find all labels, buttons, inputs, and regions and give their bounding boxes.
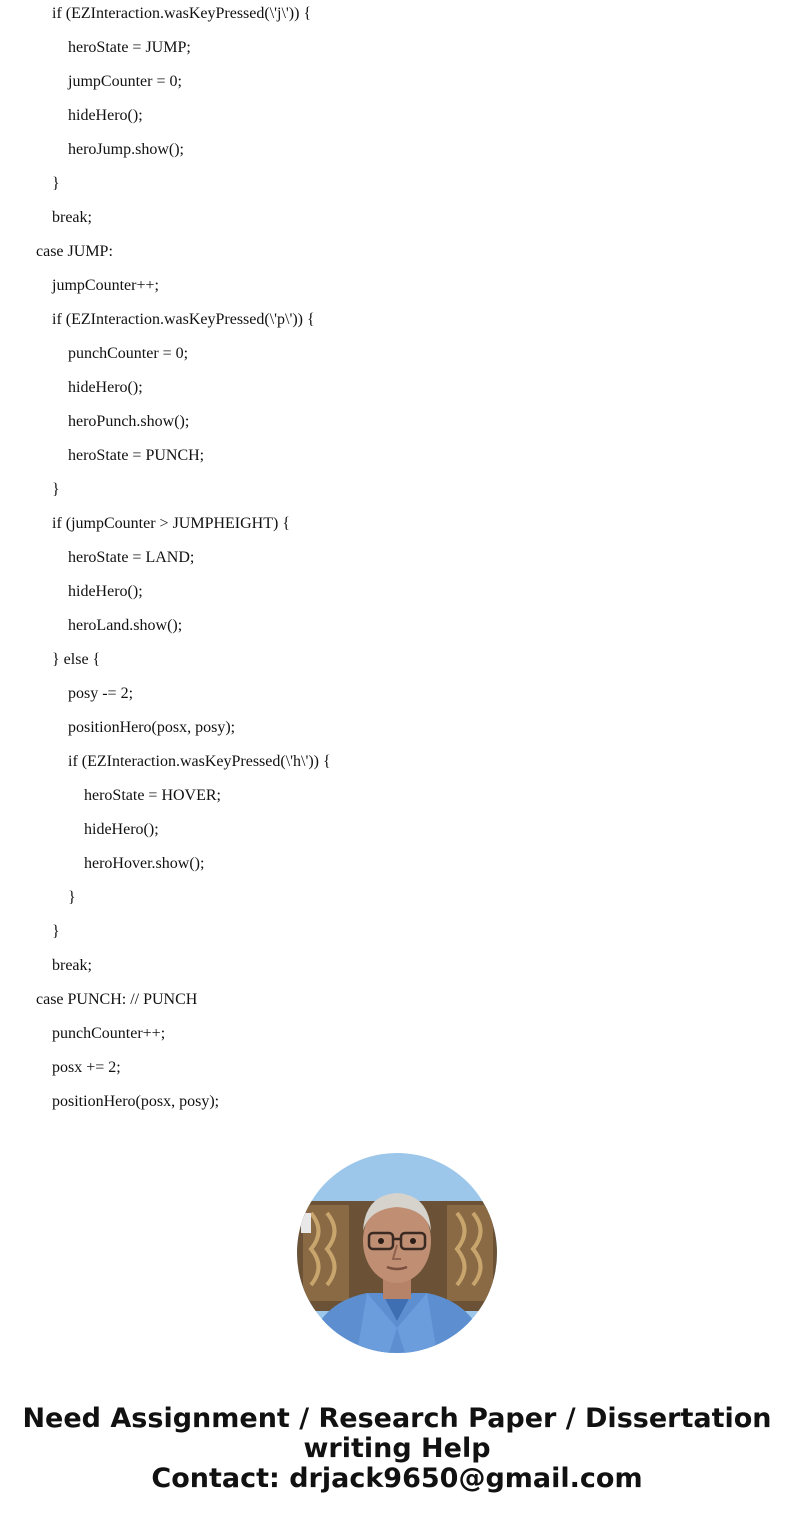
code-line: heroJump.show();	[68, 141, 184, 158]
profile-photo-icon	[297, 1153, 497, 1353]
code-line: break;	[52, 957, 92, 974]
code-line: if (jumpCounter > JUMPHEIGHT) {	[52, 515, 291, 532]
code-line: hideHero();	[68, 379, 143, 396]
promo-heading-line1: Need Assignment / Research Paper / Dissertation	[22, 1403, 772, 1434]
profile-photo-avatar	[297, 1153, 497, 1353]
code-line: heroState = JUMP;	[68, 39, 191, 56]
code-line: heroState = PUNCH;	[68, 447, 205, 464]
code-line: hideHero();	[84, 821, 159, 838]
code-line: posx += 2;	[52, 1059, 121, 1076]
code-line: hideHero();	[68, 583, 143, 600]
code-line: positionHero(posx, posy);	[52, 1093, 220, 1110]
code-line: if (EZInteraction.wasKeyPressed(\'j\')) {	[52, 5, 312, 22]
code-line: case JUMP:	[36, 243, 113, 260]
promo-text	[0, 1404, 794, 1494]
code-line: positionHero(posx, posy);	[68, 719, 236, 736]
code-line: }	[52, 175, 60, 192]
code-line: }	[68, 889, 76, 906]
promo-heading-line2: writing Help	[303, 1433, 491, 1464]
code-line: heroState = HOVER;	[84, 787, 221, 804]
code-line: case PUNCH: // PUNCH	[36, 991, 198, 1008]
code-line: }	[52, 923, 60, 940]
code-line: punchCounter = 0;	[68, 345, 189, 362]
code-line: hideHero();	[68, 107, 143, 124]
code-line: if (EZInteraction.wasKeyPressed(\'p\')) {	[52, 311, 315, 328]
code-line: heroState = LAND;	[68, 549, 195, 566]
code-line: } else {	[52, 651, 101, 668]
code-line: punchCounter++;	[52, 1025, 166, 1042]
code-line: break;	[52, 209, 92, 226]
code-line: jumpCounter = 0;	[68, 73, 182, 90]
code-line: heroLand.show();	[68, 617, 183, 634]
code-line: posy -= 2;	[68, 685, 134, 702]
code-line: if (EZInteraction.wasKeyPressed(\'h\')) {	[68, 753, 331, 770]
contact-email: Contact: drjack9650@gmail.com	[151, 1463, 643, 1494]
code-line: }	[52, 481, 60, 498]
code-line: jumpCounter++;	[52, 277, 159, 294]
code-line: heroPunch.show();	[68, 413, 190, 430]
code-line: heroHover.show();	[84, 855, 205, 872]
